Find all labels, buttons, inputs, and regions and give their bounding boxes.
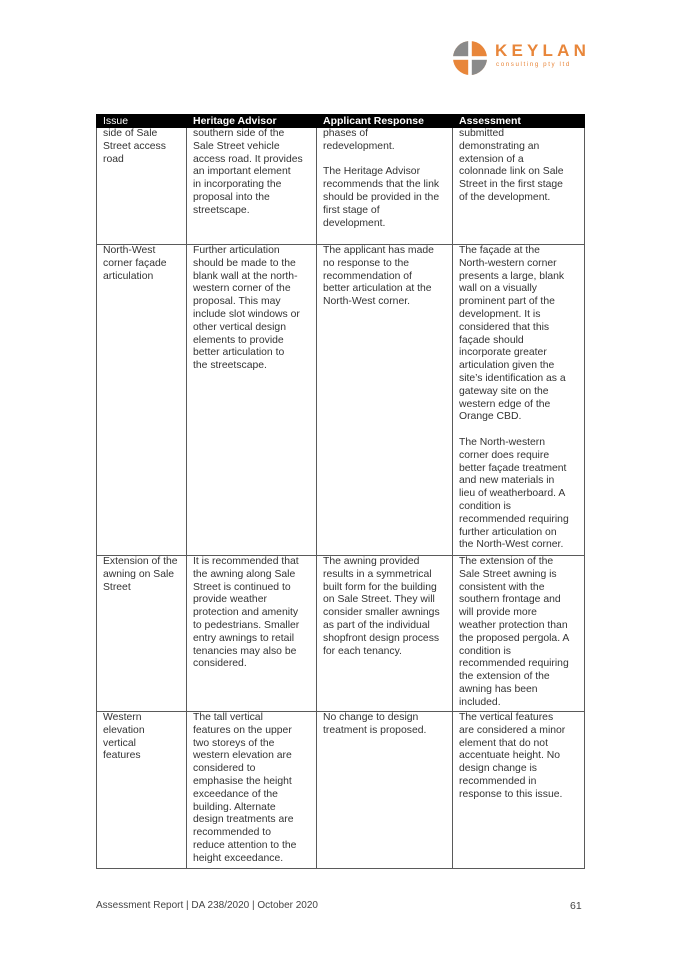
company-logo: [452, 40, 591, 76]
cell-text-line: better façade treatment: [459, 462, 567, 474]
paragraph-break: [459, 424, 581, 437]
cell-text-line: condition is: [459, 645, 511, 657]
cell-text-line: Extension of the: [103, 556, 178, 567]
cell-text-line: gateway site on the: [459, 385, 549, 397]
cell-text-line: Street is continued to: [193, 581, 291, 593]
cell-text-line: wall on a visually: [459, 283, 537, 295]
cell-assessment: [453, 128, 585, 245]
logo-wordmark: KEYLAN: [495, 41, 591, 60]
cell-text-line: proposal into the: [193, 191, 270, 203]
cell-text-line: further articulation on: [459, 526, 557, 538]
cell-text-line: emphasise the height: [193, 775, 292, 787]
cell-text-line: Sale Street awning is: [459, 568, 557, 580]
cell-issue: [97, 712, 187, 869]
cell-text-line: façade should: [459, 334, 524, 346]
cell-text-line: will provide more: [459, 607, 537, 619]
cell-text-line: consider smaller awnings: [323, 607, 440, 619]
keylan-logo-icon: [452, 40, 488, 76]
cell-text-line: treatment is proposed.: [323, 724, 427, 736]
cell-text-line: The façade at the: [459, 245, 540, 256]
cell-issue: [97, 245, 187, 556]
cell-text-line: considered.: [193, 658, 247, 670]
cell-text-line: are considered a minor: [459, 724, 566, 736]
cell-text-line: design change is: [459, 763, 537, 775]
cell-text-line: development.: [323, 217, 386, 229]
cell-text-line: features: [103, 750, 141, 762]
cell-text-line: western corner of the: [193, 283, 291, 295]
cell-text-line: recommended requiring: [459, 658, 569, 670]
cell-text-line: design treatments are: [193, 814, 294, 826]
cell-text-line: Orange CBD.: [459, 411, 522, 423]
cell-text-line: elevation: [103, 724, 145, 736]
logo-tagline: consulting pty ltd: [496, 61, 571, 68]
table-row: [97, 712, 585, 869]
cell-issue: [97, 556, 187, 712]
cell-text-line: of the development.: [459, 191, 551, 203]
cell-text-line: lieu of weatherboard. A: [459, 488, 566, 500]
cell-text-line: recommended in: [459, 775, 537, 787]
cell-assessment: [453, 245, 585, 556]
cell-text-line: blank wall at the north-: [193, 270, 298, 282]
cell-text-line: Street: [103, 581, 131, 593]
cell-text-line: included.: [459, 696, 501, 708]
cell-text-line: awning on Sale: [103, 568, 175, 580]
column-header-applicant-response: Applicant Response: [317, 115, 453, 128]
cell-text-line: better articulation at the: [323, 283, 432, 295]
cell-text-line: protection and amenity: [193, 607, 299, 619]
cell-text-line: southern frontage and: [459, 594, 561, 606]
cell-text-line: features on the upper: [193, 724, 292, 736]
cell-text-line: North-western corner: [459, 257, 557, 269]
cell-heritage-advisor: [187, 712, 317, 869]
cell-text-line: other vertical design: [193, 321, 286, 333]
cell-text-line: incorporate greater: [459, 347, 547, 359]
cell-text-line: site’s identification as a: [459, 372, 566, 384]
cell-text-line: to pedestrians. Smaller: [193, 619, 300, 631]
cell-applicant-response: [317, 556, 453, 712]
cell-text-line: prominent part of the: [459, 296, 555, 308]
cell-text-line: Sale Street vehicle: [193, 140, 280, 152]
cell-text-line: considered to: [193, 763, 256, 775]
cell-text-line: corner does require: [459, 449, 550, 461]
cell-text-line: should be provided in the: [323, 191, 440, 203]
cell-text-line: the awning along Sale: [193, 568, 296, 580]
cell-text-line: exceedance of the: [193, 788, 278, 800]
cell-text-line: colonnade link on Sale: [459, 166, 564, 178]
cell-text-line: provide weather: [193, 594, 267, 606]
column-header-heritage-advisor: Heritage Advisor: [187, 115, 317, 128]
cell-text-line: side of Sale: [103, 128, 158, 139]
cell-applicant-response: [317, 712, 453, 869]
column-header-issue: Issue: [97, 115, 187, 128]
cell-text-line: It is recommended that: [193, 556, 299, 567]
cell-text-line: The extension of the: [459, 556, 554, 567]
cell-text-line: the North-West corner.: [459, 539, 564, 551]
cell-text-line: as part of the individual: [323, 619, 430, 631]
cell-text-line: reduce attention to the: [193, 839, 297, 851]
footer-report-reference: Assessment Report | DA 238/2020 | October 2020: [96, 900, 318, 911]
cell-text-line: no response to the: [323, 257, 410, 269]
cell-text-line: height exceedance.: [193, 852, 284, 864]
cell-text-line: access road. It provides: [193, 153, 303, 165]
table-row: [97, 556, 585, 712]
cell-text-line: for each tenancy.: [323, 645, 402, 657]
cell-text-line: articulation: [103, 270, 154, 282]
cell-text-line: recommends that the link: [323, 179, 440, 191]
cell-text-line: the streetscape.: [193, 360, 267, 372]
cell-text-line: Street access: [103, 140, 166, 152]
cell-applicant-response: [317, 128, 453, 245]
cell-text-line: the proposed pergola. A: [459, 632, 570, 644]
cell-text-line: response to this issue.: [459, 788, 563, 800]
cell-text-line: Further articulation: [193, 245, 280, 256]
cell-text-line: The vertical features: [459, 712, 554, 723]
cell-text-line: first stage of: [323, 204, 380, 216]
cell-text-line: awning has been: [459, 683, 538, 695]
cell-text-line: accentuate height. No: [459, 750, 561, 762]
cell-text-line: articulation given the: [459, 360, 555, 372]
cell-heritage-advisor: [187, 128, 317, 245]
cell-text-line: western edge of the: [459, 398, 551, 410]
cell-text-line: western elevation are: [193, 750, 292, 762]
cell-text-line: streetscape.: [193, 204, 250, 216]
cell-text-line: better articulation to: [193, 347, 285, 359]
cell-text-line: No change to design: [323, 712, 419, 723]
cell-text-line: North-West: [103, 245, 156, 256]
cell-text-line: southern side of the: [193, 128, 285, 139]
cell-text-line: and new materials in: [459, 475, 555, 487]
cell-text-line: recommended to: [193, 827, 271, 839]
cell-text-line: corner façade: [103, 257, 167, 269]
footer-page-number: 61: [570, 900, 582, 912]
cell-text-line: phases of: [323, 128, 369, 139]
cell-text-line: entry awnings to retail: [193, 632, 295, 644]
cell-text-line: North-West corner.: [323, 296, 411, 308]
cell-text-line: presents a large, blank: [459, 270, 565, 282]
cell-text-line: should be made to the: [193, 257, 296, 269]
cell-text-line: weather protection than: [459, 619, 568, 631]
column-header-assessment: Assessment: [453, 115, 585, 128]
cell-heritage-advisor: [187, 556, 317, 712]
cell-text-line: The applicant has made: [323, 245, 434, 256]
table-row: [97, 245, 585, 556]
cell-heritage-advisor: [187, 245, 317, 556]
cell-text-line: demonstrating an: [459, 140, 540, 152]
cell-text-line: tenancies may also be: [193, 645, 297, 657]
cell-text-line: shopfront design process: [323, 632, 440, 644]
cell-text-line: proposal. This may: [193, 296, 281, 308]
cell-text-line: include slot windows or: [193, 308, 300, 320]
cell-text-line: an important element: [193, 166, 291, 178]
table-row: [97, 128, 585, 245]
cell-text-line: Western: [103, 712, 142, 723]
cell-text-line: two storeys of the: [193, 737, 275, 749]
cell-text-line: The North-western: [459, 436, 546, 448]
cell-text-line: in incorporating the: [193, 179, 282, 191]
cell-text-line: the extension of the: [459, 671, 550, 683]
cell-issue: [97, 128, 187, 245]
cell-text-line: vertical: [103, 737, 136, 749]
cell-text-line: extension of a: [459, 153, 524, 165]
cell-text-line: redevelopment.: [323, 140, 395, 152]
cell-text-line: considered that this: [459, 321, 550, 333]
cell-text-line: element that do not: [459, 737, 548, 749]
cell-text-line: road: [103, 153, 124, 165]
cell-text-line: results in a symmetrical: [323, 568, 432, 580]
cell-text-line: submitted: [459, 128, 505, 139]
cell-text-line: building. Alternate: [193, 801, 276, 813]
cell-text-line: elements to provide: [193, 334, 284, 346]
cell-text-line: Street in the first stage: [459, 179, 563, 191]
cell-text-line: recommendation of: [323, 270, 412, 282]
cell-text-line: on Sale Street. They will: [323, 594, 435, 606]
cell-text-line: The Heritage Advisor: [323, 166, 421, 178]
cell-assessment: [453, 712, 585, 869]
cell-text-line: condition is: [459, 500, 511, 512]
cell-text-line: consistent with the: [459, 581, 545, 593]
cell-text-line: recommended requiring: [459, 513, 569, 525]
assessment-table: [96, 114, 585, 869]
cell-text-line: The tall vertical: [193, 712, 263, 723]
paragraph-break: [323, 154, 449, 167]
cell-applicant-response: [317, 245, 453, 556]
table-header-row: [97, 115, 585, 128]
cell-text-line: development. It is: [459, 308, 541, 320]
cell-text-line: built form for the building: [323, 581, 437, 593]
cell-text-line: The awning provided: [323, 556, 420, 567]
cell-assessment: [453, 556, 585, 712]
